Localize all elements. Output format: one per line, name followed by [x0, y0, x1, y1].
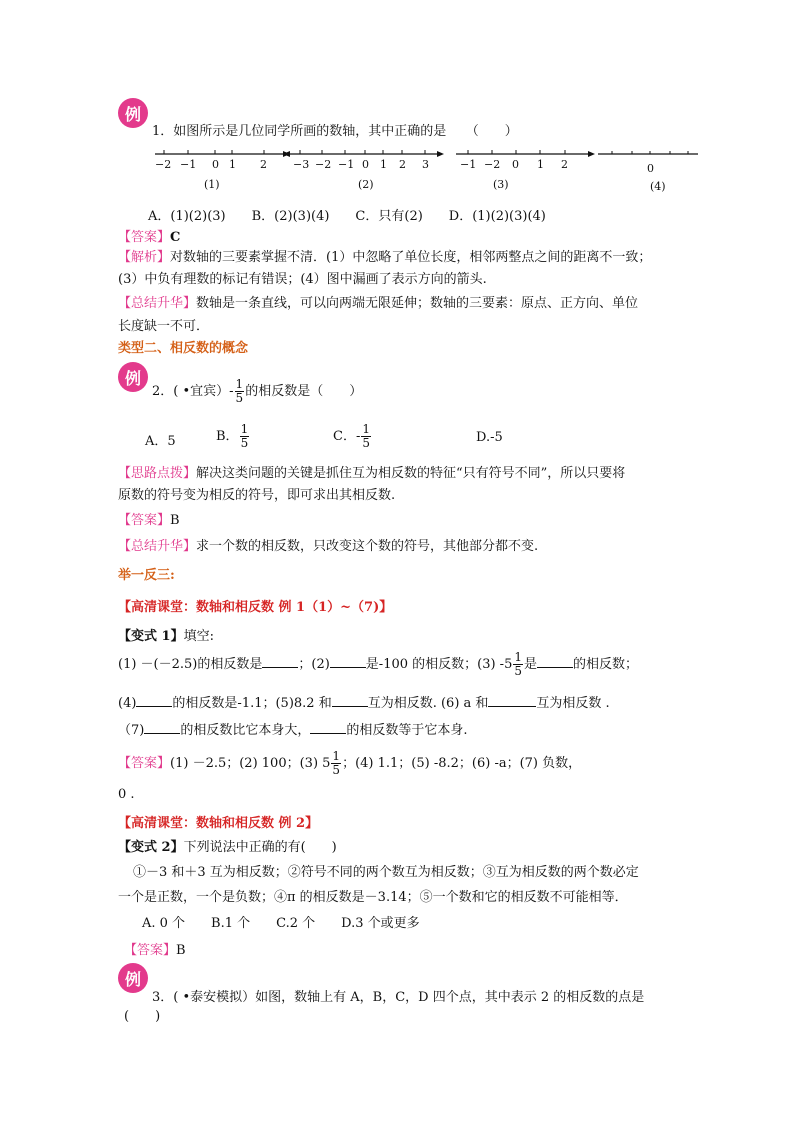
axis-2	[283, 150, 444, 191]
axis2-tick: −3	[293, 158, 310, 171]
answer-label: 【答案】	[124, 943, 177, 958]
q2-c-num: 1	[362, 422, 370, 436]
v1-text: （7)	[118, 723, 145, 738]
q2-option-b	[216, 423, 250, 450]
axis1-tick: 0	[212, 158, 219, 171]
v1-text: 是-100 的相反数；(3) -5	[365, 657, 513, 672]
question-1-options: A．(1)(2)(3) B．(2)(3)(4) C．只有(2) D．(1)(2)(3)(4)	[148, 209, 546, 224]
answer-label: 【答案】	[118, 756, 171, 771]
axis-1	[155, 150, 290, 191]
variant-2-text: 下列说法中正确的有( )	[183, 840, 337, 855]
example-badge-1: 例	[118, 98, 148, 128]
axis4-caption: (4)	[650, 180, 666, 193]
q2-fraction	[235, 378, 245, 405]
axis2-tick: −1	[338, 158, 355, 171]
example-badge-2: 例	[118, 362, 148, 392]
q2-b-den: 5	[240, 436, 249, 450]
variant-2-answer	[124, 939, 186, 958]
variant-1-title	[118, 625, 214, 644]
variant-1-answer	[118, 750, 581, 777]
q2-option-b-label: B．	[216, 429, 239, 444]
variant-2-line-1: ①－3 和＋3 互为相反数；②符号不同的两个数互为相反数；③互为相反数的两个数必定	[133, 865, 639, 880]
variant-1-line-1	[118, 651, 638, 678]
variant-2-line-2: 一个是正数，一个是负数；④π 的相反数是－3.14；⑤一个数和它的相反数不可能相等．	[118, 890, 628, 905]
q2-option-c	[333, 423, 372, 450]
question-1-text: 1．如图所示是几位同学所画的数轴，其中正确的是 （ ）	[152, 124, 518, 139]
v1-text: 的相反数是-1.1；(5)8.2 和	[172, 696, 332, 711]
variant-1-line-2	[118, 692, 610, 711]
analysis-1	[118, 246, 651, 265]
summary-2	[118, 535, 538, 554]
v1-answer-fraction	[331, 750, 341, 777]
variant-1-answer-2: 0 .	[118, 787, 135, 802]
answer-label: 【答案】	[118, 513, 171, 528]
axis1-tick: 2	[260, 158, 267, 171]
fill-blank[interactable]	[537, 655, 573, 668]
practice-heading: 举一反三:	[118, 568, 175, 583]
axis2-tick: 2	[399, 158, 406, 171]
axis3-tick: −1	[460, 158, 477, 171]
answer-value: C	[170, 230, 181, 245]
q2-prefix: 2．( •宜宾）-	[152, 384, 234, 399]
v1-text: ；(2)	[298, 657, 330, 672]
q2-b-num: 1	[240, 422, 249, 436]
hint-text: 解决这类问题的关键是抓住互为相反数的特征“只有符号不同”，所以只要将	[196, 466, 626, 481]
axis4-tick: 0	[647, 162, 654, 175]
q2-c-den: 5	[362, 436, 370, 450]
v1-fraction	[513, 651, 523, 678]
v1-text: 的相反数比它本身大，	[180, 723, 311, 738]
axis3-tick: 2	[561, 158, 568, 171]
answer-value: B	[176, 943, 186, 958]
q2-option-d: D.-5	[476, 430, 503, 445]
fill-blank[interactable]	[330, 655, 366, 668]
fill-blank[interactable]	[488, 694, 536, 707]
variant-1-label: 【变式 1】	[118, 629, 184, 644]
analysis-label: 【解析】	[118, 250, 171, 265]
axis2-caption: (2)	[358, 178, 374, 191]
v1-text: 的相反数等于它本身.	[346, 723, 468, 738]
type2-heading: 类型二、相反数的概念	[118, 341, 249, 356]
example-badge-3: 例	[118, 963, 148, 993]
q2-option-c-frac	[361, 423, 371, 450]
summary-text: 数轴是一条直线，可以向两端无限延伸；数轴的三要素：原点、正方向、单位	[196, 296, 639, 311]
fill-blank[interactable]	[262, 655, 298, 668]
v1-text: 的相反数；	[573, 657, 639, 672]
summary-1	[118, 292, 638, 311]
v1-text: 互为相反数. (6) a 和	[367, 696, 489, 711]
q2-option-a: A．5	[145, 434, 176, 449]
fill-blank[interactable]	[310, 721, 346, 734]
answer-value: B	[170, 513, 180, 528]
v1-text: 是	[524, 657, 538, 672]
summary-label: 【总结升华】	[118, 539, 197, 554]
v1-answer-text: ；(4) 1.1；(5) -8.2；(6) -a；(7) 负数，	[342, 756, 582, 771]
q2-option-c-label: C．-	[333, 429, 361, 444]
variant-1-line-3	[118, 719, 468, 738]
axis3-caption: (3)	[493, 178, 509, 191]
question-3-line-2: ( )	[124, 1009, 161, 1024]
question-2	[152, 378, 362, 405]
v1-frac-den: 5	[514, 664, 522, 678]
q2-frac-num: 1	[235, 377, 244, 391]
summary-text: 求一个数的相反数，只改变这个数的符号，其他部分都不变.	[196, 539, 539, 554]
answer-label: 【答案】	[118, 230, 171, 245]
variant-1-text: 填空:	[183, 629, 214, 644]
hint-text-2: 原数的符号变为相反的符号，即可求出其相反数.	[118, 488, 396, 503]
axis1-tick: 1	[229, 158, 236, 171]
q2-option-b-frac	[240, 423, 250, 450]
axis3-tick: −2	[484, 158, 501, 171]
summary-label: 【总结升华】	[118, 296, 197, 311]
q2-frac-den: 5	[235, 391, 244, 405]
analysis-text: 对数轴的三要素掌握不清．(1）中忽略了单位长度，相邻两整点之间的距离不一致；	[170, 250, 652, 265]
axis2-tick: −2	[315, 158, 332, 171]
axis2-tick: 3	[422, 158, 429, 171]
axis2-tick: 0	[362, 158, 369, 171]
v1-answer-text: (1) －2.5；(2) 100；(3) 5	[170, 756, 331, 771]
q2-suffix: 的相反数是（ ）	[245, 384, 363, 399]
axis1-tick: −1	[180, 158, 197, 171]
axis-4	[598, 151, 698, 193]
fill-blank[interactable]	[136, 694, 172, 707]
hint-2	[118, 462, 625, 481]
variant-2-label: 【变式 2】	[118, 840, 184, 855]
axis3-tick: 1	[537, 158, 544, 171]
v1-text: 互为相反数 .	[536, 696, 610, 711]
v1-ans-frac-den: 5	[332, 763, 341, 777]
v1-text: (4)	[118, 696, 137, 711]
variant-2-title	[118, 836, 337, 855]
fill-blank[interactable]	[144, 721, 180, 734]
answer-1	[118, 226, 180, 245]
axis-3	[456, 150, 595, 191]
fill-blank[interactable]	[332, 694, 368, 707]
question-3-line-1: 3．( •泰安模拟）如图，数轴上有 A，B，C，D 四个点，其中表示 2 的相反数的点是	[152, 990, 645, 1005]
axis2-tick: 1	[380, 158, 387, 171]
video-ref-1: 【高清课堂：数轴和相反数 例 1（1）~（7)】	[118, 600, 393, 615]
hint-label: 【思路点拨】	[118, 466, 197, 481]
axis1-tick: −2	[155, 158, 172, 171]
analysis-text-2: (3）中负有理数的标记有错误；(4）图中漏画了表示方向的箭头.	[118, 272, 487, 287]
summary-text-2: 长度缺一不可．	[118, 319, 210, 334]
v1-frac-num: 1	[514, 650, 522, 664]
number-line-figures	[150, 146, 710, 194]
axis1-caption: (1)	[204, 178, 220, 191]
video-ref-2: 【高清课堂：数轴和相反数 例 2】	[118, 816, 319, 831]
axis3-tick: 0	[512, 158, 519, 171]
variant-2-options: A. 0 个 B.1 个 C.2 个 D.3 个或更多	[142, 916, 420, 931]
v1-text: (1) －(－2.5)的相反数是	[118, 657, 263, 672]
v1-ans-frac-num: 1	[332, 749, 341, 763]
answer-2	[118, 509, 180, 528]
